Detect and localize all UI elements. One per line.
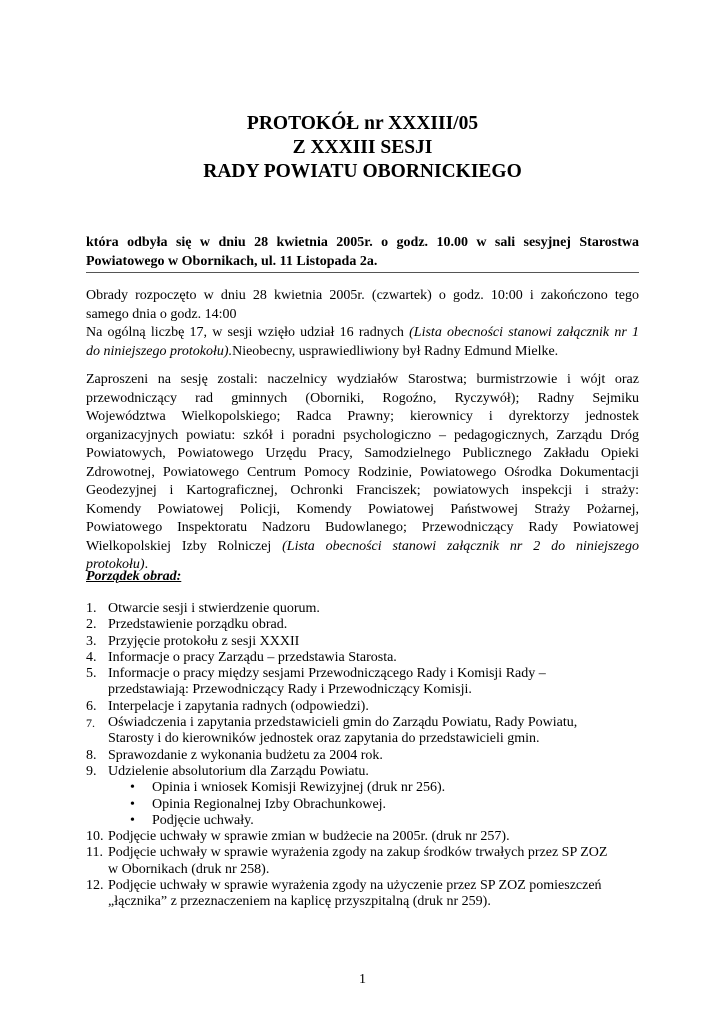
agenda-item — [86, 601, 639, 617]
agenda-number: 4. — [86, 649, 97, 665]
agenda-number: 5. — [86, 666, 97, 682]
agenda-number: 6. — [86, 698, 97, 714]
agenda-number: 2. — [86, 617, 97, 633]
agenda-number: 3. — [86, 633, 97, 649]
agenda-number: 11. — [86, 845, 103, 861]
agenda-text: „łącznika” z przeznaczeniem na kaplicę przyszpitalną (druk nr 259). — [108, 894, 491, 910]
text-line: organizacyjnych powiatu: szkół i poradni psychologiczno – pedagogicznych, Zarządu Dróg — [86, 427, 639, 443]
text-line: Powiatowych, Powiatowego Urzędu Pracy, Samodzielnego Publicznego Zakładu Opieki — [86, 446, 639, 461]
opening-paragraph — [86, 287, 639, 361]
text-line: Powiatowego Inspektoratu Nadzoru Budowlanego; Przewodniczący Rady Powiatowej — [86, 520, 639, 535]
agenda-text: Udzielenie absolutorium dla Zarządu Powiatu. — [108, 763, 369, 779]
meeting-info — [86, 233, 639, 273]
text-line: Zdrowotnej, Powiatowego Centrum Pomocy Rodzinie, Powiatowego Ośrodka Dokumentacji — [86, 464, 639, 480]
agenda-text: Podjęcie uchwały w sprawie zmian w budżecie na 2005r. (druk nr 257). — [108, 829, 510, 845]
attachment-note: do niniejszego protokołu). — [86, 343, 233, 359]
agenda-number: 12. — [86, 878, 104, 894]
text-line: do niniejszego protokołu).Nieobecny, usprawiedliwiony był Radny Edmund Mielke. — [86, 343, 559, 359]
agenda-sublist — [86, 780, 639, 829]
agenda-text: Starosty i do kierowników jednostek oraz zapytania do przedstawicieli gmin. — [108, 731, 540, 747]
text-line: Komendy Powiatowej Policji, Komendy Powiatowej Państwowej Straży Pożarnej, — [86, 501, 639, 517]
agenda-text: Otwarcie sesji i stwierdzenie quorum. — [108, 601, 320, 616]
bullet-icon: • — [130, 812, 135, 828]
agenda-text: Informacje o pracy między sesjami Przewodniczącego Rady i Komisji Rady – — [108, 666, 546, 682]
title-line: PROTOKÓŁ nr XXXIII/05 — [246, 113, 479, 134]
agenda-text: Oświadczenia i zapytania przedstawicieli gmin do Zarządu Powiatu, Rady Powiatu, — [108, 715, 578, 731]
bullet-icon: • — [130, 796, 135, 812]
page-number: 1 — [359, 972, 366, 987]
attachment-note: protokołu) — [86, 557, 145, 572]
text-line: protokołu). — [86, 557, 149, 572]
agenda-text: w Obornikach (druk nr 258). — [108, 861, 270, 877]
attachment-note: (Lista obecności stanowi załącznik nr 1 — [409, 325, 639, 340]
text-line: Zaproszeni na sesję zostali: naczelnicy wydziałów Starostwa; burmistrzowie i wójt oraz — [86, 372, 639, 387]
agenda-text: przedstawiają: Przewodniczący Rady i Przewodniczący Komisji. — [108, 682, 472, 698]
agenda-subitem: • Opinia Regionalnej Izby Obrachunkowej. — [130, 796, 387, 812]
agenda-text: Przyjęcie protokołu z sesji XXXII — [108, 633, 300, 649]
agenda-text: Podjęcie uchwały w sprawie wyrażenia zgody na zakup środków trwałych przez SP ZOZ — [108, 845, 608, 861]
text-line: Geodezyjnej i Kartograficznej, Ochronki Franciszek; powiatowych inspekcji i straży: — [86, 483, 639, 498]
document-title — [86, 112, 639, 184]
agenda-number: 7. — [86, 716, 95, 731]
agenda-subitem: • Opinia i wniosek Komisji Rewizyjnej (druk nr 256). — [130, 780, 446, 796]
agenda-list — [86, 601, 639, 911]
text-line: Na ogólną liczbę 17, w sesji wzięło udział 16 radnych (Lista obecności stanowi załącznik nr 1 — [86, 325, 639, 340]
agenda-number: 8. — [86, 747, 97, 763]
agenda-item — [86, 650, 639, 666]
invited-paragraph — [86, 371, 639, 575]
agenda-number: 10. — [86, 829, 104, 845]
agenda-item — [86, 748, 639, 764]
agenda-text: Sprawozdanie z wykonania budżetu za 2004 rok. — [108, 747, 383, 763]
text-line: przewodniczący rad gminnych (Oborniki, Rogoźno, Ryczywół); Radny Sejmiku — [86, 390, 639, 406]
agenda-item — [86, 715, 639, 748]
title-line: Z XXXIII SESJI — [292, 137, 433, 158]
bullet-icon: • — [130, 780, 135, 796]
agenda-item — [86, 617, 639, 633]
text-line: Obrady rozpoczęto w dniu 28 kwietnia 2005r. (czwartek) o godz. 10:00 i zakończono tego — [86, 288, 639, 303]
text-line: Województwa Wielkopolskiego; Radca Prawny; kierownicy i dyrektorzy jednostek — [86, 409, 639, 424]
agenda-text: Interpelacje i zapytania radnych (odpowiedzi). — [108, 698, 369, 714]
agenda-subitem: • Podjęcie uchwały. — [130, 812, 254, 828]
agenda-item — [86, 666, 639, 699]
agenda-item — [86, 764, 639, 829]
title-line: RADY POWIATU OBORNICKIEGO — [203, 161, 522, 182]
meeting-line: która odbyła się w dniu 28 kwietnia 2005r. o godz. 10.00 w sali sesyjnej Starostwa — [86, 235, 639, 250]
agenda-item — [86, 699, 639, 715]
text-line: samego dnia o godz. 14:00 — [86, 306, 237, 322]
agenda-item — [86, 829, 639, 845]
agenda-text: Podjęcie uchwały w sprawie wyrażenia zgody na użyczenie przez SP ZOZ pomieszczeń — [108, 878, 602, 894]
agenda-number: 9. — [86, 763, 97, 779]
agenda-number: 1. — [86, 601, 97, 616]
agenda-text: Informacje o pracy Zarządu – przedstawia Starosta. — [108, 649, 397, 665]
agenda-text: Przedstawienie porządku obrad. — [108, 617, 288, 633]
agenda-item — [86, 878, 639, 911]
agenda-heading: Porządek obrad: — [86, 569, 182, 584]
agenda-item — [86, 634, 639, 650]
text-line: Wielkopolskiej Izby Rolniczej (Lista obecności stanowi załącznik nr 2 do niniejszego — [86, 538, 639, 554]
attachment-note: (Lista obecności stanowi załącznik nr 2 do niniejszego — [282, 538, 639, 554]
agenda-item — [86, 845, 639, 878]
meeting-line: Powiatowego w Obornikach, ul. 11 Listopada 2a. — [86, 254, 378, 269]
